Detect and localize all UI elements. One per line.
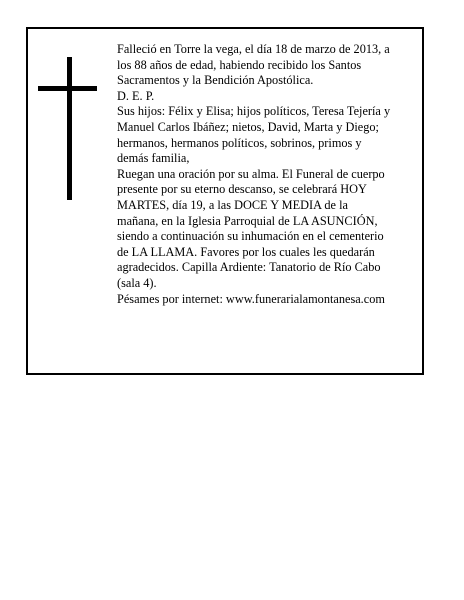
text-line: siendo a continuación su inhumación en el cementerio [117, 229, 384, 244]
text-line: Ruegan una oración por su alma. El Funeral de cuerpo [117, 166, 385, 181]
cross-vertical-bar [67, 57, 72, 200]
text-line: Sus hijos: Félix y Elisa; hijos políticos, Teresa Tejería y [117, 104, 391, 119]
text-line: D. E. P. [117, 88, 155, 103]
text-line: Manuel Carlos Ibáñez; nietos, David, Marta y Diego; [117, 119, 379, 134]
text-line: Pésames por internet: www.funerarialamontanesa.com [117, 291, 385, 306]
text-line: Sacramentos y la Bendición Apostólica. [117, 73, 314, 88]
text-line: MARTES, día 19, a las DOCE Y MEDIA de la [117, 197, 348, 212]
text-line: los 88 años de edad, habiendo recibido los Santos [117, 57, 362, 72]
obituary-text [117, 42, 423, 307]
cross-horizontal-bar [38, 86, 97, 91]
text-line: de LA LLAMA. Favores por los cuales les quedarán [117, 244, 375, 259]
text-line: (sala 4). [117, 275, 157, 290]
text-line: mañana, en la Iglesia Parroquial de LA ASUNCIÓN, [117, 213, 378, 228]
text-line: hermanos, hermanos políticos, sobrinos, primos y [117, 135, 362, 150]
obituary-notice [26, 27, 424, 375]
text-line: agradecidos. Capilla Ardiente: Tanatorio de Río Cabo [117, 260, 381, 275]
text-line: presente por su eterno descanso, se celebrará HOY [117, 182, 367, 197]
text-line: Falleció en Torre la vega, el día 18 de marzo de 2013, a [117, 42, 390, 56]
text-line: demás familia, [117, 151, 190, 166]
